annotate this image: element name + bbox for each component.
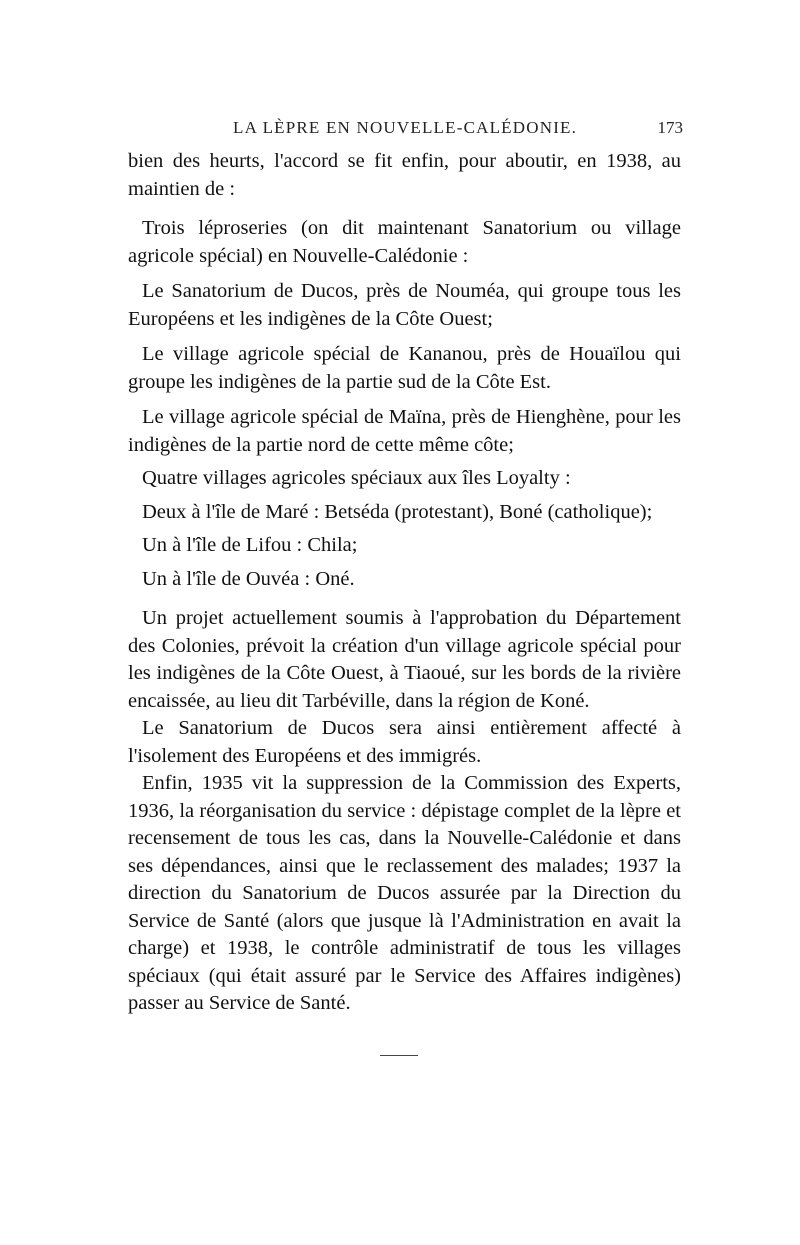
paragraph: Deux à l'île de Maré : Betséda (protestant), Boné (catholique);: [142, 500, 653, 523]
paragraph: Un projet actuellement soumis à l'approbation du Département des Colonies, prévoit la création d'un village agricole spécial pour les indigènes de la Côte Ouest, à Tiaoué, sur les bords de la rivière encaissée, au lieu dit Tarbéville, dans la région de Koné.: [128, 607, 681, 712]
paragraph: Un à l'île de Ouvéa : Oné.: [142, 567, 355, 590]
paragraph: Un à l'île de Lifou : Chila;: [142, 534, 358, 556]
paragraph: Quatre villages agricoles spéciaux aux îles Loyalty :: [142, 467, 571, 489]
paragraph: Le village agricole spécial de Kananou, près de Houaïlou qui groupe les indigènes de la partie sud de la Côte Est.: [128, 343, 681, 393]
paragraph: Le Sanatorium de Ducos sera ainsi entièrement affecté à l'isolement des Européens et des immigrés.: [128, 717, 681, 767]
page-number: 173: [657, 118, 683, 137]
paragraph: Le village agricole spécial de Maïna, près de Hienghène, pour les indigènes de la partie nord de cette même côte;: [128, 406, 681, 456]
paragraph: Trois léproseries (on dit maintenant Sanatorium ou village agricole spécial) en Nouvelle-Calédonie :: [128, 217, 681, 267]
paragraph: Le Sanatorium de Ducos, près de Nouméa, qui groupe tous les Européens et les indigènes de la Côte Ouest;: [128, 280, 681, 330]
running-title: LA LÈPRE EN NOUVELLE-CALÉDONIE.: [233, 118, 578, 137]
closing-rule: [380, 1055, 418, 1056]
page-header: [118, 118, 683, 140]
paragraph: Enfin, 1935 vit la suppression de la Commission des Experts, 1936, la réorganisation du service : dépistage complet de la lèpre et recensement de tous les cas, dans la Nouvelle-Calédonie et dans ses dépendances, ainsi que le reclassement des malades; 1937 la direction du Sanatorium de Ducos assurée par la Direction du Service de Santé (alors que jusque là l'Administration en avait la charge) et 1938, le contrôle administratif de tous les villages spéciaux (qui était assuré par le Service des Affaires indigènes) passer au Service de Santé.: [128, 772, 681, 1014]
body-text: [128, 148, 681, 1018]
paragraph: bien des heurts, l'accord se fit enfin, pour aboutir, en 1938, au maintien de :: [128, 150, 681, 200]
